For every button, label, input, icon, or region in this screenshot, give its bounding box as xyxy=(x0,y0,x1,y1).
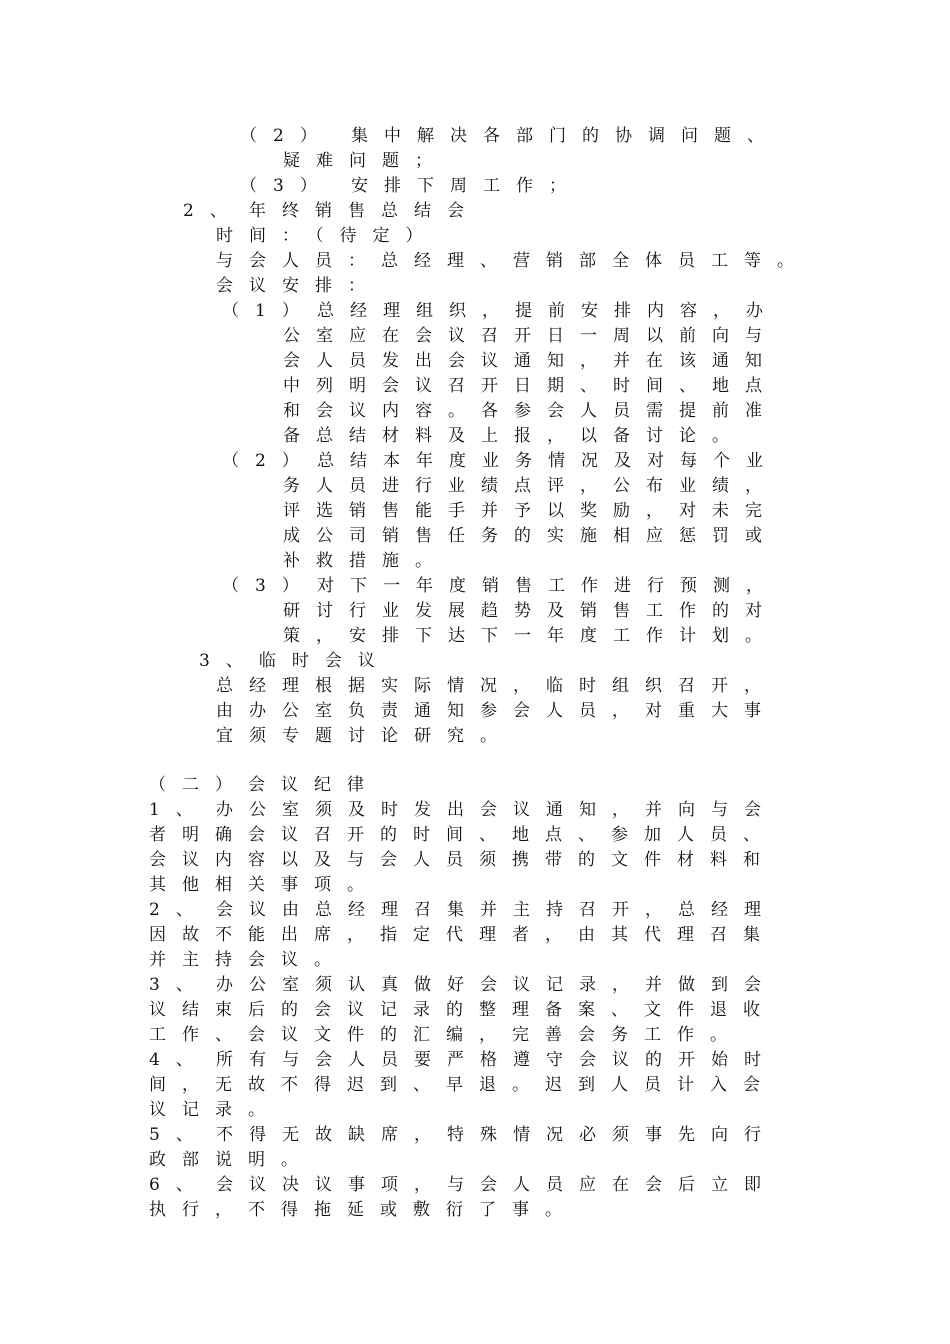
text-line: 会议决议事项，与会人员应在会后立即 xyxy=(216,1175,777,1195)
text-line: 总结本年度业务情况及对每个业 xyxy=(317,451,779,471)
text-line: 执行，不得拖延或敷衍了事。 xyxy=(149,1200,578,1220)
text-line: 集中解决各部门的协调问题、 xyxy=(351,126,780,146)
text-line: 务人员进行业绩点评，公布业绩， xyxy=(283,476,778,496)
text-line: 宜须专题讨论研究。 xyxy=(216,726,513,746)
text-line: 办公室须认真做好会议记录，并做到会 xyxy=(216,975,777,995)
text-line: 并主持会议。 xyxy=(149,950,347,970)
rule-number: 1、 xyxy=(149,800,209,820)
section-number: 2、 xyxy=(183,201,243,221)
text-line: 议记录。 xyxy=(149,1100,281,1120)
text-line: 不得无故缺席，特殊情况必须事先向行 xyxy=(216,1125,777,1145)
text-line: 时间：（待定） xyxy=(216,226,439,246)
text-line: 者明确会议召开的时间、地点、参加人员、 xyxy=(149,825,776,845)
rule-number: 3、 xyxy=(149,975,209,995)
rule-number: 2、 xyxy=(149,900,209,920)
text-line: 会议由总经理召集并主持召开，总经理 xyxy=(216,900,777,920)
text-line: 间，无故不得迟到、早退。迟到人员计入会 xyxy=(149,1075,776,1095)
text-line: 公室应在会议召开日一周以前向与 xyxy=(283,326,778,346)
text-line: 由办公室负责通知参会人员，对重大事 xyxy=(216,701,777,721)
text-line: 评选销售能手并予以奖励，对未完 xyxy=(283,501,778,521)
item-number: （1） xyxy=(222,301,315,321)
text-line: 政部说明。 xyxy=(149,1150,314,1170)
text-line: 会议安排： xyxy=(216,276,381,296)
text-line: 对下一年度销售工作进行预测， xyxy=(317,576,779,596)
text-line: 疑难问题； xyxy=(283,151,448,171)
text-line: 与会人员：总经理、营销部全体员工等。 xyxy=(216,251,810,271)
section-heading: 年终销售总结会 xyxy=(249,201,480,221)
item-number: （3） xyxy=(240,176,333,196)
text-line: 会议内容以及与会人员须携带的文件材料和 xyxy=(149,850,776,870)
text-line: 总经理根据实际情况，临时组织召开， xyxy=(216,676,777,696)
text-line: 工作、会议文件的汇编，完善会务工作。 xyxy=(149,1025,743,1045)
text-line: 中列明会议召开日期、时间、地点 xyxy=(283,376,778,396)
text-line: 办公室须及时发出会议通知，并向与会 xyxy=(216,800,777,820)
text-line: 补救措施。 xyxy=(283,551,448,571)
text-line: 备总结材料及上报，以备讨论。 xyxy=(283,426,745,446)
rule-number: 5、 xyxy=(149,1125,209,1145)
section-heading: （二）会议纪律 xyxy=(149,775,380,795)
text-line: 安排下周工作； xyxy=(351,176,582,196)
rule-number: 6、 xyxy=(149,1175,209,1195)
rule-number: 4、 xyxy=(149,1050,209,1070)
text-line: 研讨行业发展趋势及销售工作的对 xyxy=(283,601,778,621)
item-number: （2） xyxy=(240,126,333,146)
text-line: 所有与会人员要严格遵守会议的开始时 xyxy=(216,1050,777,1070)
text-line: 策，安排下达下一年度工作计划。 xyxy=(283,626,778,646)
text-line: 其他相关事项。 xyxy=(149,875,380,895)
item-number: （3） xyxy=(222,576,315,596)
text-line: 因故不能出席，指定代理者，由其代理召集 xyxy=(149,925,776,945)
item-number: （2） xyxy=(222,451,315,471)
text-line: 议结束后的会议记录的整理备案、文件退收 xyxy=(149,1000,776,1020)
text-line: 会人员发出会议通知，并在该通知 xyxy=(283,351,778,371)
text-line: 总经理组织，提前安排内容，办 xyxy=(317,301,779,321)
text-line: 成公司销售任务的实施相应惩罚或 xyxy=(283,526,778,546)
text-line: 和会议内容。各参会人员需提前准 xyxy=(283,401,778,421)
section-heading: 3、临时会议 xyxy=(199,651,391,671)
